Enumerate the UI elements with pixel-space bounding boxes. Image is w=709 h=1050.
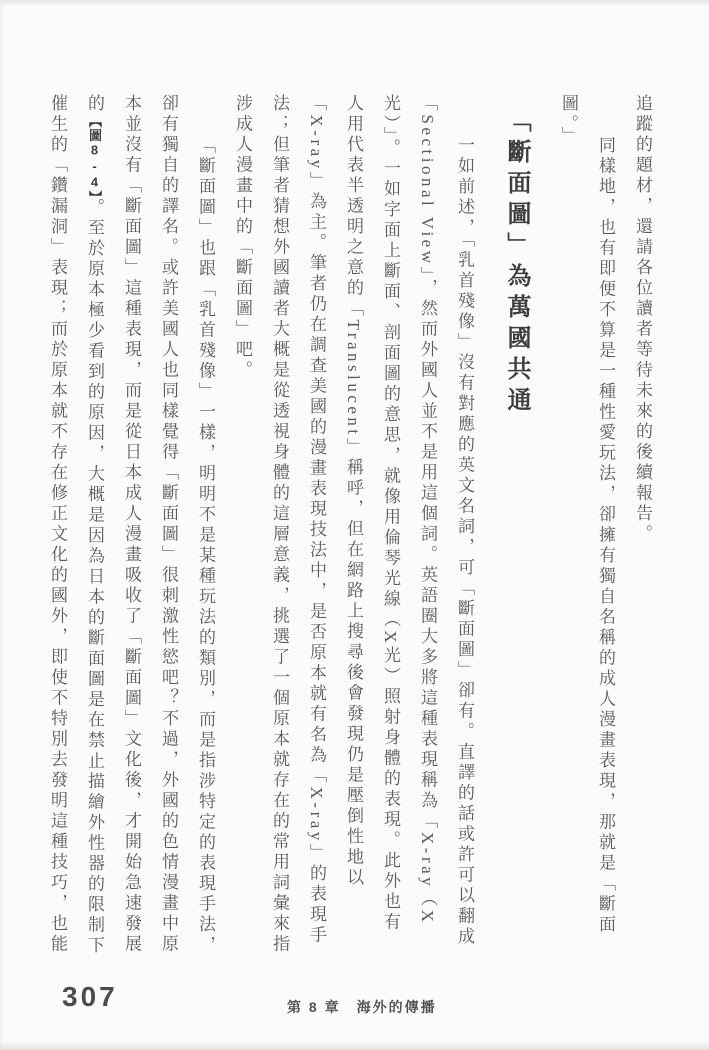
figure-ref-bracket-open: 【圖 bbox=[87, 114, 102, 143]
text-column: 「斷面圖」也跟「乳首殘像」一樣，明明不是某種玩法的類別，而是指涉特定的表現手法， bbox=[196, 136, 215, 956]
scan-edge-top bbox=[0, 0, 709, 7]
text-column: 法；但筆者猜想外國讀者大概是從透視身體的這層意義，挑選了一個原本就存在的常用詞彙來指 bbox=[270, 94, 289, 955]
text-column: 涉成人漫畫中的「斷面圖」吧。 bbox=[233, 94, 252, 381]
text-segment: 。至於原本極少看到的原因，大概是因為日本的斷面圖是在禁止描繪外性器的限制下 bbox=[85, 198, 104, 957]
text-column: 卻有獨自的譯名。或許美國人也同樣覺得「斷面圖」很刺激性慾吧？不過，外國的色情漫畫中原 bbox=[159, 94, 178, 955]
text-column: 人用代表半透明之意的「Translucent」稱呼，但在網路上搜尋後會發現仍是壓倒性地以 bbox=[344, 94, 363, 889]
text-column: 「X-ray」為主。筆者仍在調查美國的漫畫表現技法中，是否原本就有名為「X-ray」的表現手 bbox=[307, 94, 326, 947]
text-column: 光）」。一如字面上斷面、剖面圖的意思，就像用倫琴光線（X光）照射身體的表現。此外也有 bbox=[381, 94, 400, 934]
figure-ref-bracket-close: 】 bbox=[87, 190, 102, 198]
figure-reference bbox=[87, 115, 102, 199]
figure-ref-number: 8-4 bbox=[87, 142, 102, 191]
text-column: 「Sectional View」，然而外國人並不是用這個詞。英語圈大多將這種表現稱為「X-ray（X bbox=[418, 94, 437, 926]
scan-edge-bottom bbox=[0, 1040, 709, 1050]
text-column: 同樣地，也有即便不算是一種性愛玩法，卻擁有獨自名稱的成人漫畫表現，那就是「斷面 bbox=[596, 136, 615, 936]
text-column: 圖。」 bbox=[559, 94, 578, 147]
text-column: 追蹤的題材，還請各位讀者等待未來的後續報告。 bbox=[633, 94, 652, 545]
main-text-block bbox=[39, 94, 661, 1000]
text-column-with-figure-ref bbox=[76, 94, 113, 1000]
chapter-label: 第 8 章 海外的傳播 bbox=[287, 999, 437, 1015]
text-segment: 的 bbox=[85, 94, 104, 115]
text-column: 本並沒有「斷面圖」這種表現，而是從日本成人漫畫吸收了「斷面圖」文化後，才開始急速發展 bbox=[122, 94, 141, 955]
section-heading: 「斷面圖」為萬國共通 bbox=[503, 108, 530, 418]
text-column: 催生的「鑽漏洞」表現；而於原本就不存在修正文化的國外，即使不特別去發明這種技巧，也能 bbox=[48, 94, 67, 955]
page-number: 307 bbox=[62, 981, 118, 1012]
text-column: 一如前述，「乳首殘像」沒有對應的英文名詞，可「斷面圖」卻有。直譯的話或許可以翻成 bbox=[455, 136, 474, 948]
scan-edge-left bbox=[0, 0, 4, 1050]
